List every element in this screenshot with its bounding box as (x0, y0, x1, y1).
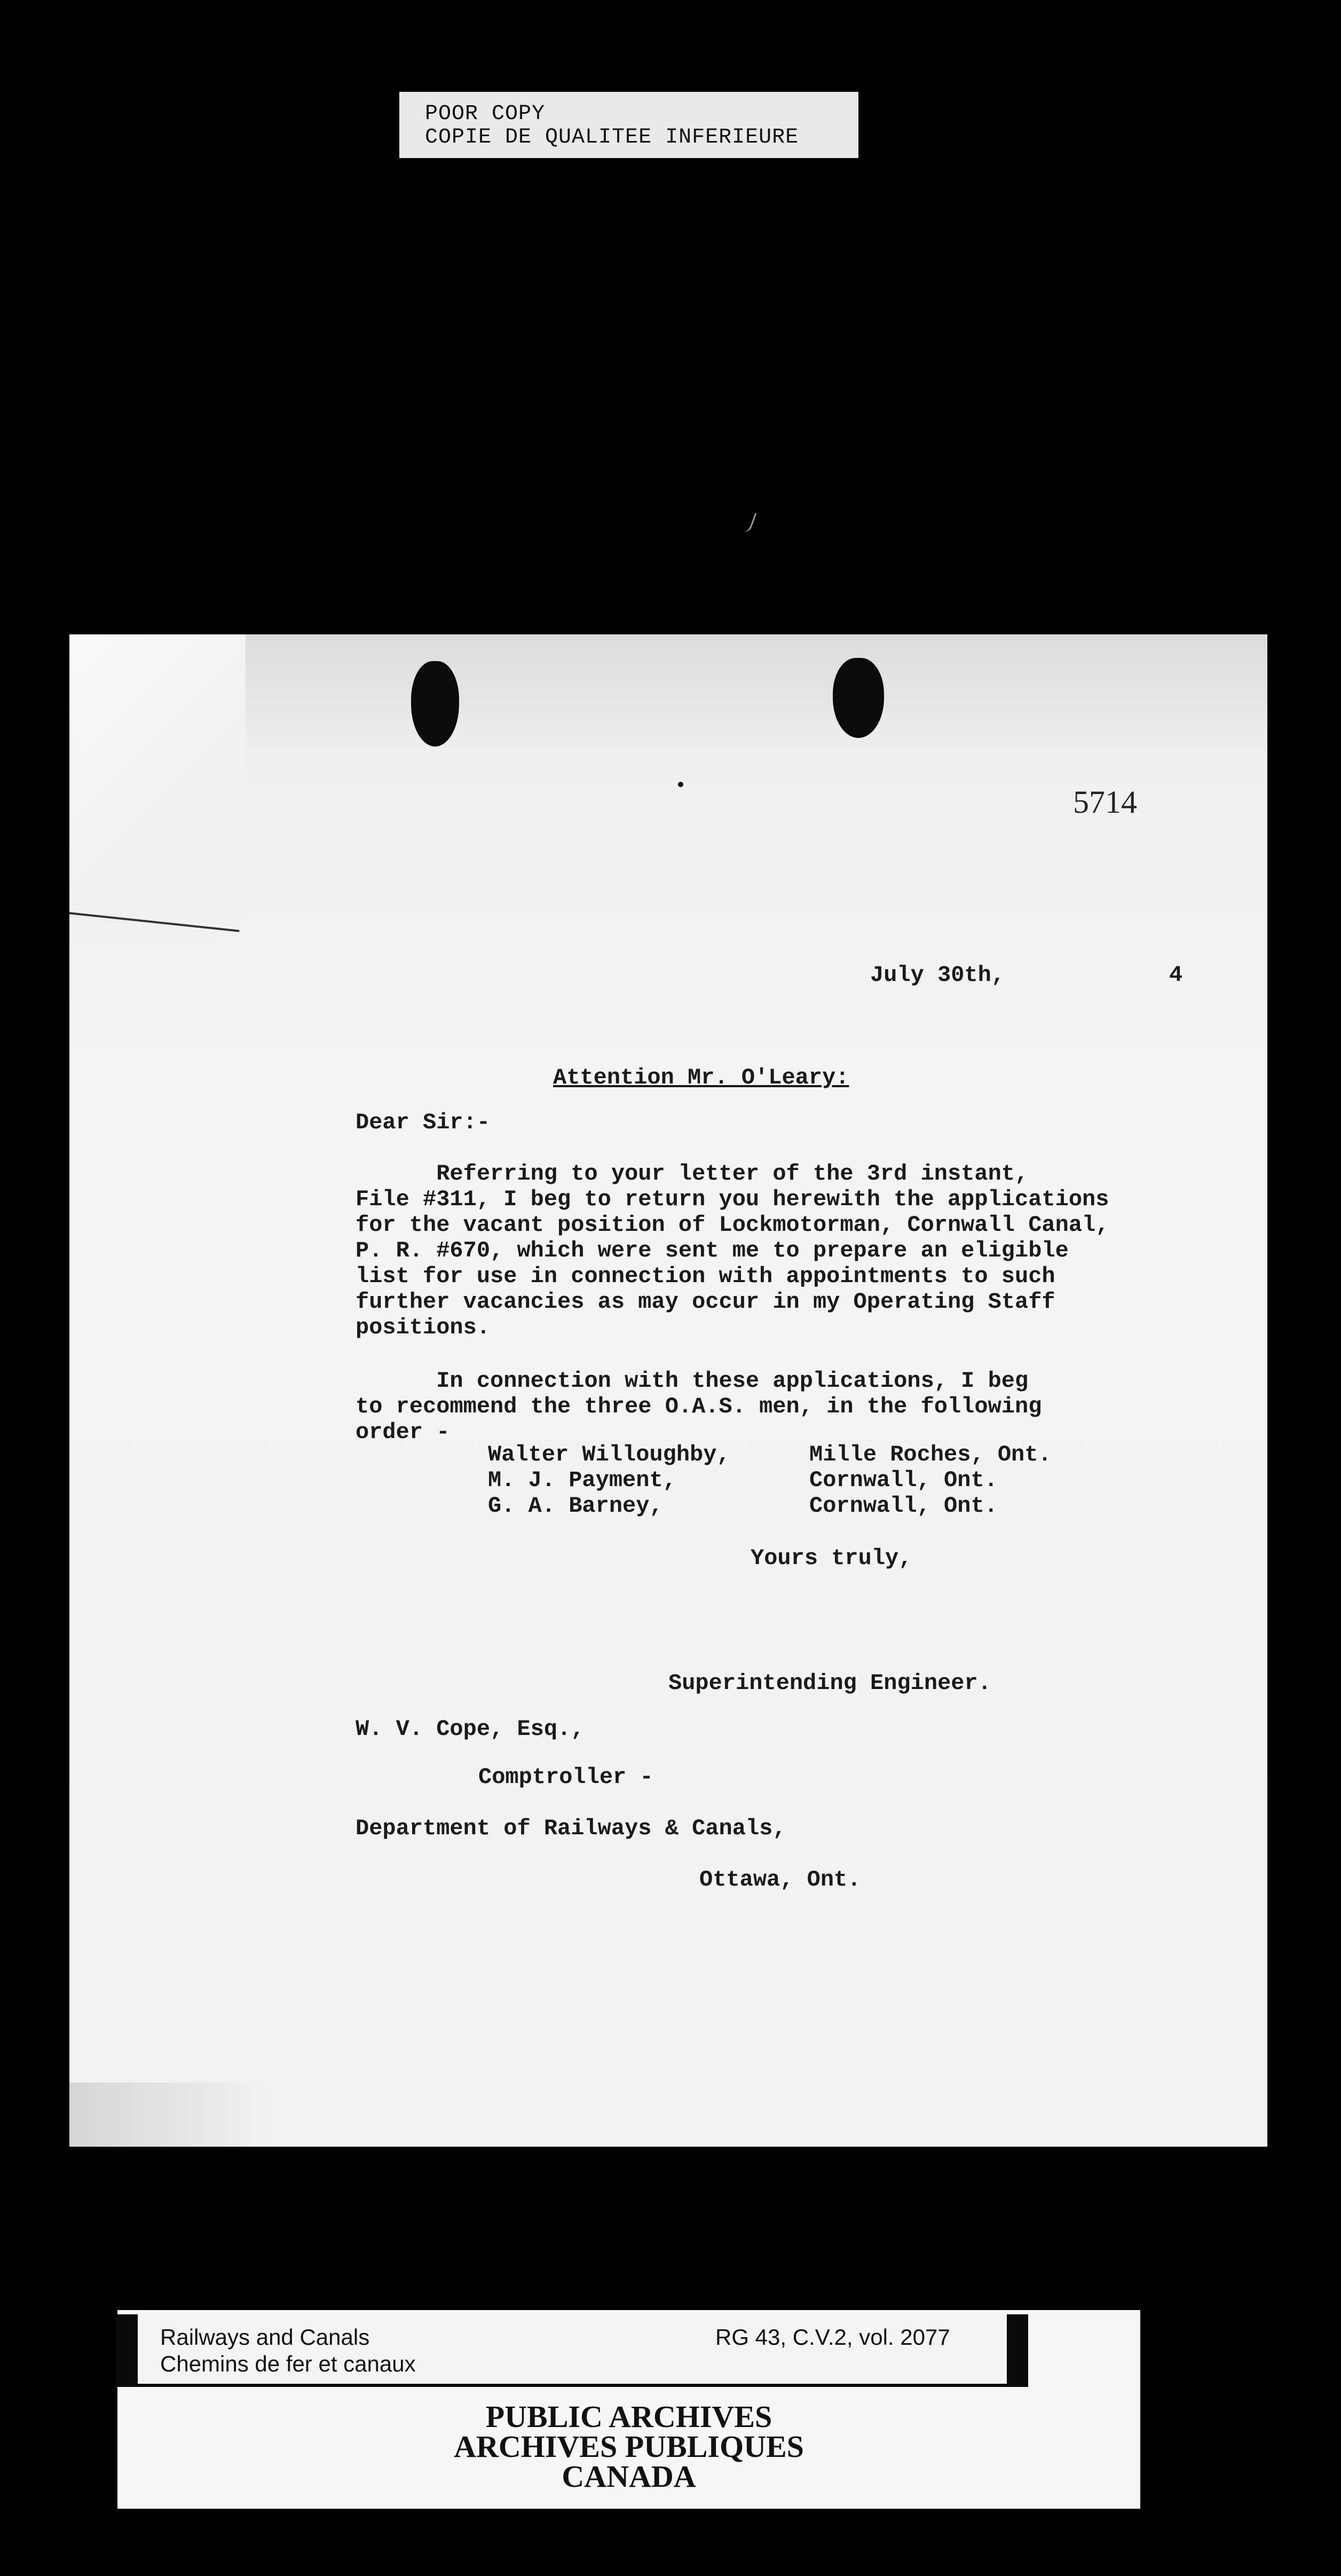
poor-copy-line-fr: COPIE DE QUALITEE INFERIEURE (425, 125, 799, 150)
closing: Yours truly, (751, 1545, 912, 1571)
salutation: Dear Sir:- (356, 1110, 491, 1135)
punch-hole-left (411, 661, 459, 747)
addressee-title: Comptroller - (478, 1764, 653, 1790)
attention-line: Attention Mr. O'Leary: (553, 1065, 849, 1090)
file-number: 5714 (1073, 784, 1137, 820)
stray-mark (743, 511, 757, 533)
letter-date: July 30th, (870, 962, 1005, 988)
recommended-place: Cornwall, Ont. (809, 1467, 998, 1493)
signature-title: Superintending Engineer. (668, 1670, 991, 1696)
page-number: 4 (1169, 962, 1183, 988)
body-paragraph-2: In connection with these applications, I beg to recommend the three O.A.S. men, in the following order - (356, 1368, 1042, 1445)
poor-copy-label (399, 92, 858, 158)
recommended-name: G. A. Barney, (488, 1493, 663, 1519)
poor-copy-line-en: POOR COPY (425, 102, 546, 126)
recommended-place: Cornwall, Ont. (809, 1493, 998, 1519)
archive-title-country: CANADA (562, 2459, 696, 2494)
paper-edge-shadow (69, 2083, 272, 2147)
addressee-city: Ottawa, Ont. (699, 1867, 861, 1892)
paper-fold (69, 634, 246, 944)
archive-subject-fr: Chemins de fer et canaux (160, 2351, 416, 2376)
letter-sheet (69, 634, 1267, 2147)
recommended-place: Mille Roches, Ont. (809, 1442, 1052, 1467)
punch-hole-right (833, 658, 884, 738)
body-paragraph-1: Referring to your letter of the 3rd instant, File #311, I beg to return you herewith the applications for the vacant position of Lockmotorman, Cornwall Canal, P. R. #670, which were sent me to prepare an eligible list for use in connection with appointments to such further vacancies as may occur in my Operating Staff positions. (356, 1161, 1109, 1340)
addressee-name: W. V. Cope, Esq., (356, 1716, 585, 1742)
addressee-department: Department of Railways & Canals, (356, 1816, 786, 1841)
recommended-places (809, 1442, 1052, 1519)
recommended-name: M. J. Payment, (488, 1467, 676, 1493)
archive-title-en: PUBLIC ARCHIVES (485, 2399, 772, 2434)
archive-subject-en: Railways and Canals (160, 2324, 370, 2350)
recommended-name: Walter Willoughby, (488, 1442, 730, 1467)
archive-reference: RG 43, C.V.2, vol. 2077 (715, 2324, 950, 2350)
ink-dot (678, 782, 683, 787)
recommended-names (488, 1442, 730, 1519)
archive-title-fr: ARCHIVES PUBLIQUES (454, 2429, 804, 2464)
